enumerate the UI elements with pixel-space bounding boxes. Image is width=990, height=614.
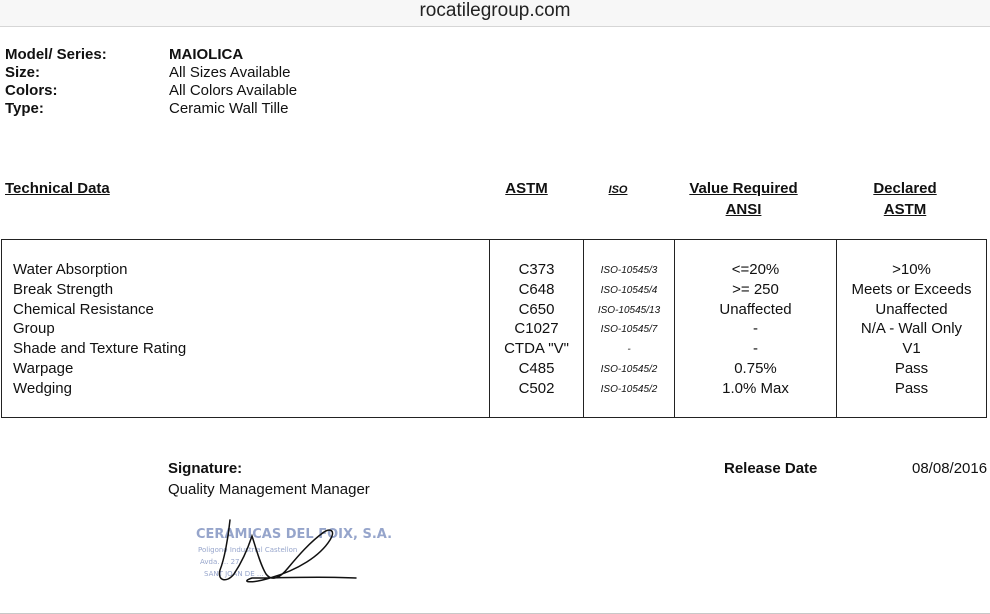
iso-column xyxy=(584,240,675,418)
browser-url-bar[interactable] xyxy=(0,0,990,27)
declared-cell: V1 xyxy=(902,340,921,358)
ansi-column xyxy=(675,240,837,418)
iso-cell: ISO-10545/13 xyxy=(597,304,661,316)
value-required-line2: ANSI xyxy=(725,201,762,218)
ansi-cell: Unaffected xyxy=(719,300,792,318)
astm-cell: C485 xyxy=(518,359,555,377)
iso-cell: ISO-10545/3 xyxy=(600,265,658,276)
iso-cell: - xyxy=(627,344,631,356)
declared-cell: N/A - Wall Only xyxy=(860,320,963,338)
signature-title: Quality Management Manager xyxy=(168,481,370,498)
iso-cell: ISO-10545/2 xyxy=(600,383,658,395)
declared-cell: >10% xyxy=(892,261,931,278)
astm-cell: C648 xyxy=(518,280,555,298)
astm-cell: C373 xyxy=(518,261,555,278)
iso-heading: ISO xyxy=(608,184,628,196)
astm-cell: C502 xyxy=(518,379,555,397)
size-label: Size: xyxy=(5,64,41,81)
model-label: Model/ Series: xyxy=(5,46,107,63)
property-cell: Group xyxy=(13,320,55,338)
ansi-cell: >= 250 xyxy=(732,280,779,298)
iso-cell: ISO-10545/2 xyxy=(600,363,658,375)
property-cell: Shade and Texture Rating xyxy=(13,340,187,358)
ansi-cell: - xyxy=(753,340,758,358)
ansi-cell: 1.0% Max xyxy=(722,379,789,397)
model-value: MAIOLICA xyxy=(169,46,244,63)
ansi-cell: 0.75% xyxy=(734,359,777,377)
value-required-line1: Value Required xyxy=(689,180,798,197)
declared-cell: Pass xyxy=(894,379,929,397)
declared-cell: Meets or Exceeds xyxy=(851,280,972,298)
declared-column xyxy=(837,240,987,418)
stamp-line2: Poligono Industrial Castellon xyxy=(198,546,298,554)
stamp-line4: SANT JOAN DE ... xyxy=(204,570,264,578)
stamp-line1: CERAMICAS DEL FOIX, S.A. xyxy=(196,527,393,542)
technical-data-table xyxy=(1,239,987,418)
astm-column xyxy=(490,240,584,418)
stamp-line3: Avda. ... 27 xyxy=(200,558,240,566)
declared-cell: Pass xyxy=(894,359,929,377)
property-cell: Break Strength xyxy=(13,280,114,298)
value-required-heading xyxy=(663,178,824,220)
property-cell: Chemical Resistance xyxy=(13,300,154,318)
declared-line1: Declared xyxy=(873,180,937,197)
colors-value: All Colors Available xyxy=(169,82,298,99)
ansi-cell: - xyxy=(753,320,758,338)
astm-cell: C1027 xyxy=(514,320,559,338)
iso-cell: ISO-10545/7 xyxy=(600,324,658,336)
type-label: Type: xyxy=(5,100,44,117)
property-cell: Water Absorption xyxy=(13,261,128,278)
signature-label: Signature: xyxy=(168,460,243,477)
declared-heading xyxy=(824,178,986,220)
release-date-value: 08/08/2016 xyxy=(912,460,988,477)
iso-cell: ISO-10545/4 xyxy=(600,284,658,296)
astm-cell: CTDA "V" xyxy=(504,340,569,358)
colors-label: Colors: xyxy=(5,82,58,99)
release-date-label: Release Date xyxy=(724,460,818,477)
company-stamp-signature xyxy=(190,512,393,594)
technical-data-heading: Technical Data xyxy=(5,180,110,197)
table-row xyxy=(2,240,987,418)
astm-heading: ASTM xyxy=(505,180,548,197)
type-value: Ceramic Wall Tille xyxy=(169,100,289,117)
size-value: All Sizes Available xyxy=(169,64,291,81)
property-cell: Warpage xyxy=(13,359,74,377)
url-text: rocatilegroup.com xyxy=(419,0,571,21)
astm-cell: C650 xyxy=(518,300,555,318)
declared-cell: Unaffected xyxy=(875,300,948,318)
property-cell: Wedging xyxy=(13,379,72,397)
declared-line2: ASTM xyxy=(883,201,927,218)
ansi-cell: <=20% xyxy=(731,261,780,278)
property-column xyxy=(2,240,490,418)
